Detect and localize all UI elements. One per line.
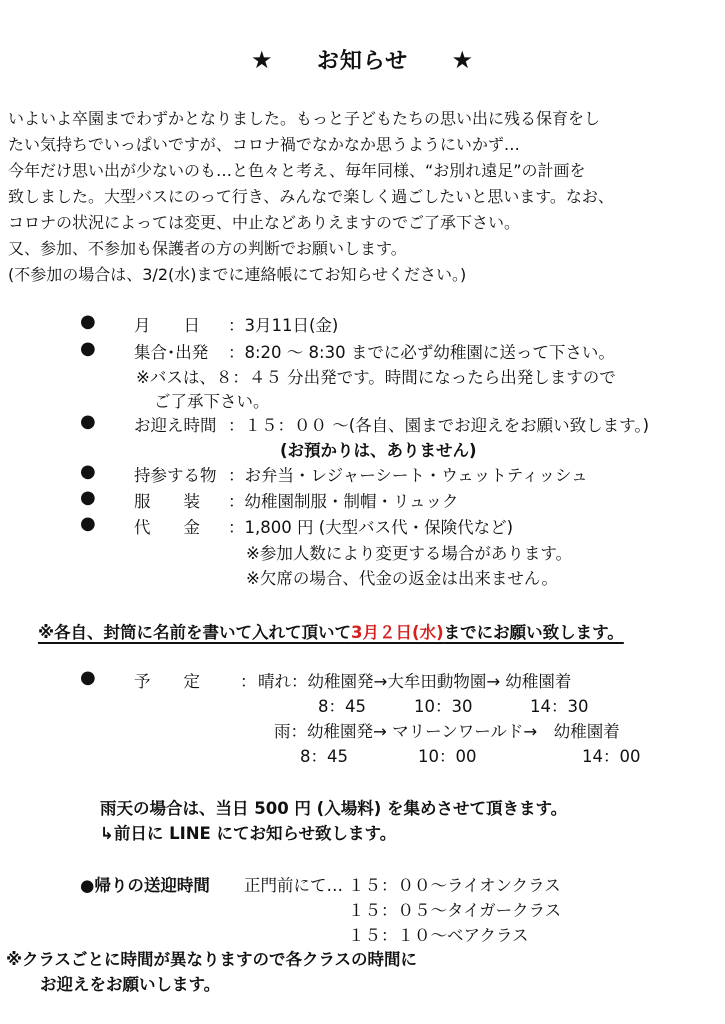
rainy-time: 8：45 — [300, 747, 348, 766]
gather-note: ※バスは、８：４５ 分出発です。時間になったら出発しますので — [136, 368, 616, 387]
schedule-rainy: 雨：幼稚園発→ マリーンワールド→ 幼稚園着 — [274, 722, 620, 741]
star-right-icon: ★ — [451, 46, 475, 74]
envelope-notice — [38, 619, 624, 643]
bullet-icon: ● — [80, 667, 96, 688]
star-left-icon: ★ — [250, 46, 274, 74]
intro-line: コロナの状況によっては変更、中止などありえますのでご了承下さい。 — [8, 213, 521, 232]
sunny-time: 10：30 — [414, 697, 473, 716]
intro-line: いよいよ卒園までわずかとなりました。もっと子どもたちの思い出に残る保育をし — [8, 109, 601, 128]
schedule-label: 予 定 — [134, 672, 200, 691]
rain-note: ↳前日に LINE にてお知らせ致します。 — [100, 824, 397, 843]
gather-value: ：8:20 ～ 8:30 までに必ず幼稚園に送って下さい。 — [228, 343, 615, 362]
items-label: 持参する物 — [134, 466, 217, 485]
sunny-time: 14：30 — [530, 697, 589, 716]
intro-line: 今年だけ思い出が少ないのも…と色々と考え、毎年同様、“お別れ遠足”の計画を — [8, 161, 586, 180]
intro-line: たい気持ちでいっぱいですが、コロナ禍でなかなか思うようにいかず… — [8, 135, 520, 154]
deadline-date: 3月２日(水) — [351, 623, 444, 642]
envelope-text: までにお願い致します。 — [443, 623, 624, 642]
fee-note: ※参加人数により変更する場合があります。 — [246, 544, 573, 563]
intro-line: 致しました。大型バスにのって行き、みんなで楽しく過ごしたいと思います。なお、 — [8, 187, 614, 206]
fee-label: 代 金 — [134, 518, 200, 537]
rain-note: 雨天の場合は、当日 500 円 (入場料) を集めさせて頂きます。 — [100, 799, 568, 818]
intro-paragraph — [8, 106, 614, 288]
gather-note: ご了承下さい。 — [154, 392, 270, 411]
date-label: 月 日 — [134, 316, 200, 335]
title-text: お知らせ — [316, 49, 409, 74]
return-time: １５：０５～タイガークラス — [348, 901, 562, 920]
date-value: ：3月11日(金) — [228, 316, 339, 335]
page-title — [0, 44, 725, 75]
closing-note: ※クラスごとに時間が異なりますので各クラスの時間に — [6, 950, 418, 969]
gather-label: 集合･出発 — [134, 343, 209, 362]
bullet-icon: ● — [80, 513, 96, 534]
schedule-sunny: 晴れ：幼稚園発→大牟田動物園→ 幼稚園着 — [258, 672, 572, 691]
envelope-text: ※各自、封筒に名前を書いて入れて頂いて — [38, 623, 352, 642]
fee-value: ：1,800 円 (大型バス代・保険代など) — [228, 518, 514, 537]
clothes-label: 服 装 — [134, 492, 200, 511]
items-value: ：お弁当・レジャーシート・ウェットティッシュ — [228, 466, 588, 485]
return-time: １５：１０～ベアクラス — [348, 926, 529, 945]
rainy-time: 14：00 — [582, 747, 641, 766]
bullet-icon: ● — [80, 461, 96, 482]
bullet-icon: ● — [80, 338, 96, 359]
intro-line: (不参加の場合は、3/2(水)までに連絡帳にてお知らせください。) — [8, 265, 467, 284]
return-time: １５：００～ライオンクラス — [348, 876, 561, 895]
pickup-value: ：１５：００ ～(各自、園までお迎えをお願い致します。) — [228, 416, 650, 435]
pickup-note: (お預かりは、ありません) — [280, 441, 477, 460]
rainy-time: 10：00 — [418, 747, 477, 766]
pickup-label: お迎え時間 — [134, 416, 217, 435]
bullet-icon: ● — [80, 311, 96, 332]
clothes-value: ：幼稚園制服・制帽・リュック — [228, 492, 459, 511]
closing-note: お迎えをお願いします。 — [40, 975, 221, 994]
fee-note: ※欠席の場合、代金の返金は出来ません。 — [246, 569, 558, 588]
intro-line: 又、参加、不参加も保護者の方の判断でお願いします。 — [8, 239, 407, 258]
return-label: ●帰りの送迎時間 — [80, 876, 210, 895]
sunny-time: 8：45 — [318, 697, 366, 716]
bullet-icon: ● — [80, 411, 96, 432]
return-place: 正門前にて… — [244, 876, 343, 895]
schedule-colon: ： — [240, 672, 257, 691]
bullet-icon: ● — [80, 487, 96, 508]
